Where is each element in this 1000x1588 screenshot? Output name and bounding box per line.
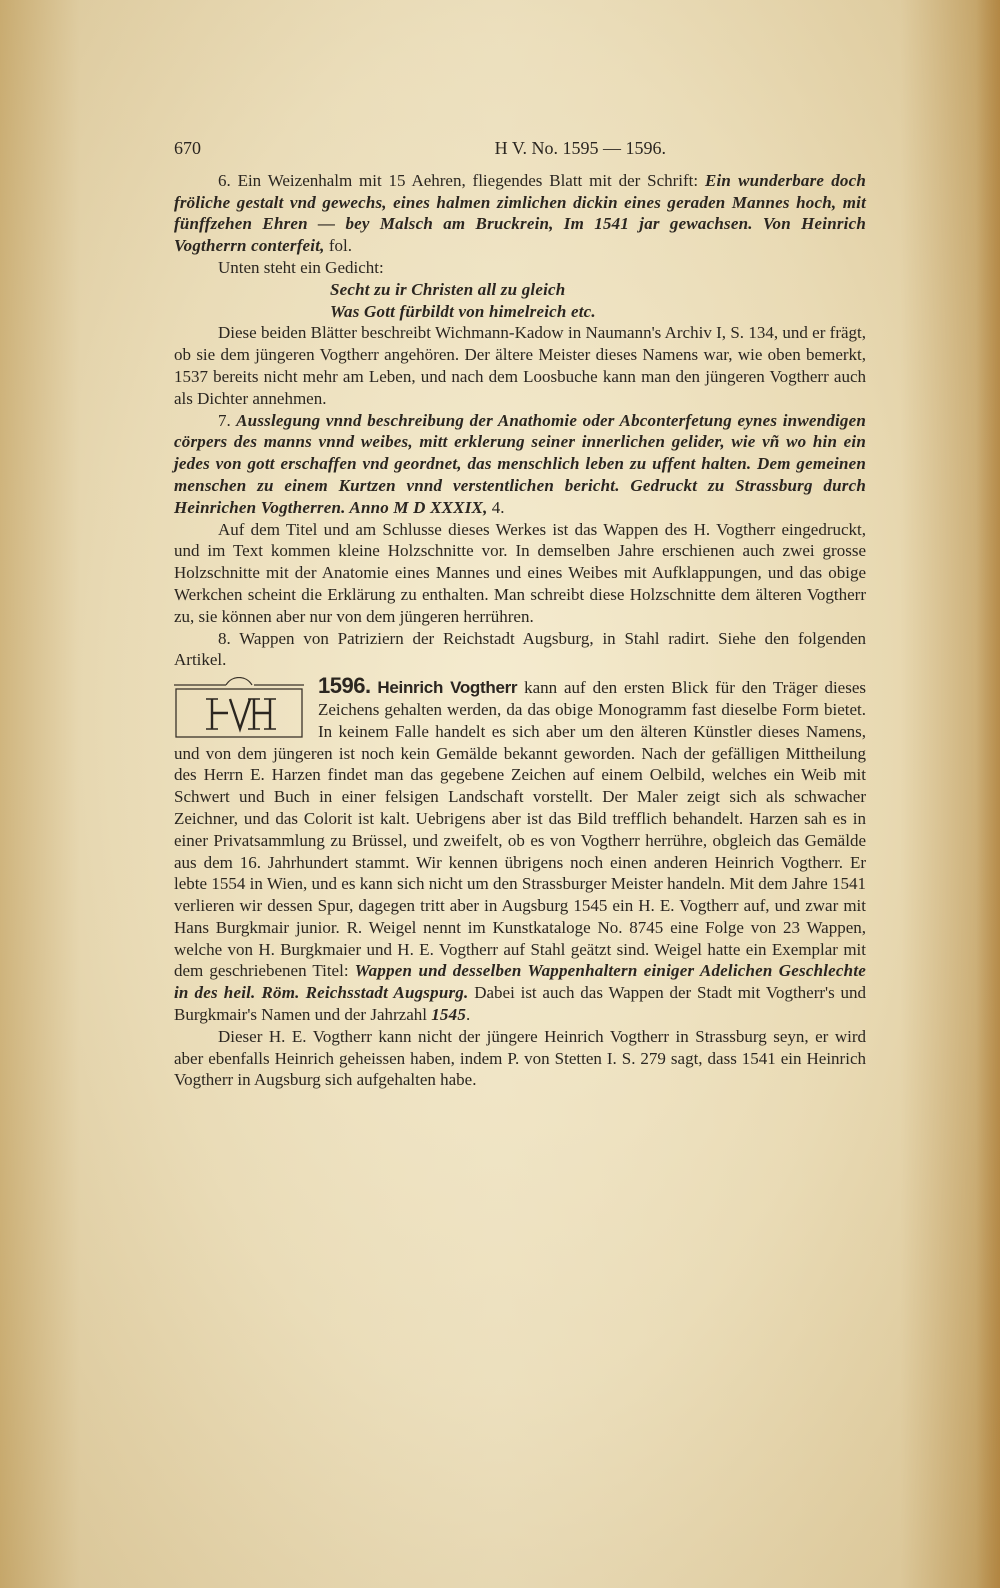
entry-title: Wappen und desselben Wappenhaltern einiger Adelichen Geschlechte in des heil. Röm. Reichsstadt Augspurg. [174, 961, 866, 1003]
paragraph-6 [174, 170, 866, 257]
para7-tail: 4. [487, 497, 505, 517]
page-edge-shadow [976, 0, 1000, 1588]
paragraph-7 [174, 410, 866, 519]
paragraph-diese: Diese beiden Blätter beschreibt Wichmann-Kadow in Naumann's Archiv I, S. 134, und er frägt, ob sie dem jüngeren Vogtherr angehören. Der ältere Meister dieses Namens war, wie oben bemerkt, 1537 bereits nicht mehr am Leben, und nach dem Loosbuche kann man den jüngeren Vogtherr auch als Dichter annehmen. [174, 323, 866, 408]
para6-lead: 6. Ein Weizenhalm mit 15 Aehren, fliegendes Blatt mit der Schrift: [218, 170, 699, 190]
entry-number: 1596. [318, 673, 371, 699]
entry-year: 1545 [431, 1005, 467, 1025]
monogram-hvh-icon [174, 677, 304, 739]
text-block [174, 138, 866, 1091]
para6-title: Ein wunderbare doch fröliche gestalt vnd gewechs, eines halmen zimlichen dickin eines geraden Mannes hoch, mit fünffzehen Ehren — bey Malsch am Bruckrein, Im 1541 jar gewachsen. Von Heinrich Vogtherrn conterfeit, [174, 170, 866, 256]
entry-1596 [174, 675, 866, 1026]
para7-num: 7. [218, 410, 237, 430]
running-title: H V. No. 1595 — 1596. [494, 138, 666, 158]
poem-intro: Unten steht ein Gedicht: [218, 257, 384, 277]
poem-line-2: Was Gott fürbildt von himelreich etc. [330, 301, 596, 321]
entry-name: Heinrich Vogtherr [377, 678, 518, 698]
paragraph-dieser: Dieser H. E. Vogtherr kann nicht der jüngere Heinrich Vogtherr in Strassburg seyn, er wird aber ebenfalls Heinrich geheissen haben, indem P. von Stetten I. S. 279 sagt, dass 1541 ein Heinrich Vogtherr in Augsburg sich aufgehalten habe. [174, 1026, 866, 1090]
entry-end: . [466, 1005, 471, 1025]
para7-title: Ausslegung vnnd beschreibung der Anathomie oder Abconterfetung eynes inwendigen cörpers des manns vnnd weibes, mitt erklerung seiner innerlichen gelider, wie vñ wo hin ein jedes von gott erschaffen vnd geordnet, das menschlich leben zu uffent halten. Dem gemeinen menschen zu einem Kurtzen vnnd verstentlichen bericht. Gedruckt zu Strassburg durch Heinrichen Vogtherren. Anno M D XXXIX, [174, 410, 866, 517]
entry-body: kann auf den ersten Blick für den Träger dieses Zeichens gehalten werden, da das obige Monogramm fast dieselbe Form bietet. In keinem Falle handelt es sich aber um den älteren Künstler dieses Namens, und von dem jüngeren ist noch kein Gemälde bekannt geworden. Nach der gefälligen Mittheilung des Herrn E. Harzen findet man das gegebene Zeichen auf einem Oelbild, welches ein Weib mit Schwert und Buch in einer felsigen Landschaft vorstellt. Der Maler zeigt sich als schwacher Zeichner, und das Colorit ist kalt. Uebrigens aber ist das Bild trefflich behandelt. Harzen sah es in einer Privatsammlung zu Brüssel, und zweifelt, ob es von Vogtherr herrühre, obgleich das Gemälde aus dem 16. Jahrhundert stammt. Wir kennen übrigens noch einen anderen Heinrich Vogtherr. Er lebte 1554 in Wien, und es kann sich nicht um den Strassburger Meister handeln. Mit dem Jahre 1541 verlieren wir dessen Spur, dagegen tritt aber in Augsburg 1545 ein H. E. Vogtherr auf, und zwar mit Hans Burgkmair junior. R. Weigel nennt im Kunstkataloge No. 8745 eine Folge von 23 Wappen, welche von H. Burgkmaier und H. E. Vogtherr auf Stahl geätzt sind. Weigel hatte ein Exemplar mit dem geschriebenen Titel: [174, 678, 866, 981]
para6-tail: fol. [324, 236, 352, 256]
page-header [174, 138, 866, 160]
paragraph-8: 8. Wappen von Patriziern der Reichstadt Augsburg, in Stahl radirt. Siehe den folgenden Artikel. [174, 628, 866, 670]
entry-after: Dabei ist auch das Wappen der Stadt mit Vogtherr's und Burgkmair's Namen und der Jahrzahl [174, 983, 866, 1025]
paragraph-auf: Auf dem Titel und am Schlusse dieses Werkes ist das Wappen des H. Vogtherr eingedruckt, und im Text kommen kleine Holzschnitte vor. In demselben Jahre erschienen auch zwei grosse Holzschnitte mit der Anatomie eines Mannes und eines Weibes mit Aufklappungen, und das obige Werkchen scheint die Erklärung zu enthalten. Man schreibt diese Holzschnitte dem älteren Vogtherr zu, sie können aber nur von dem jüngeren herrühren. [174, 519, 866, 626]
poem-line-1: Secht zu ir Christen all zu gleich [330, 279, 566, 299]
page-number: 670 [174, 138, 201, 158]
